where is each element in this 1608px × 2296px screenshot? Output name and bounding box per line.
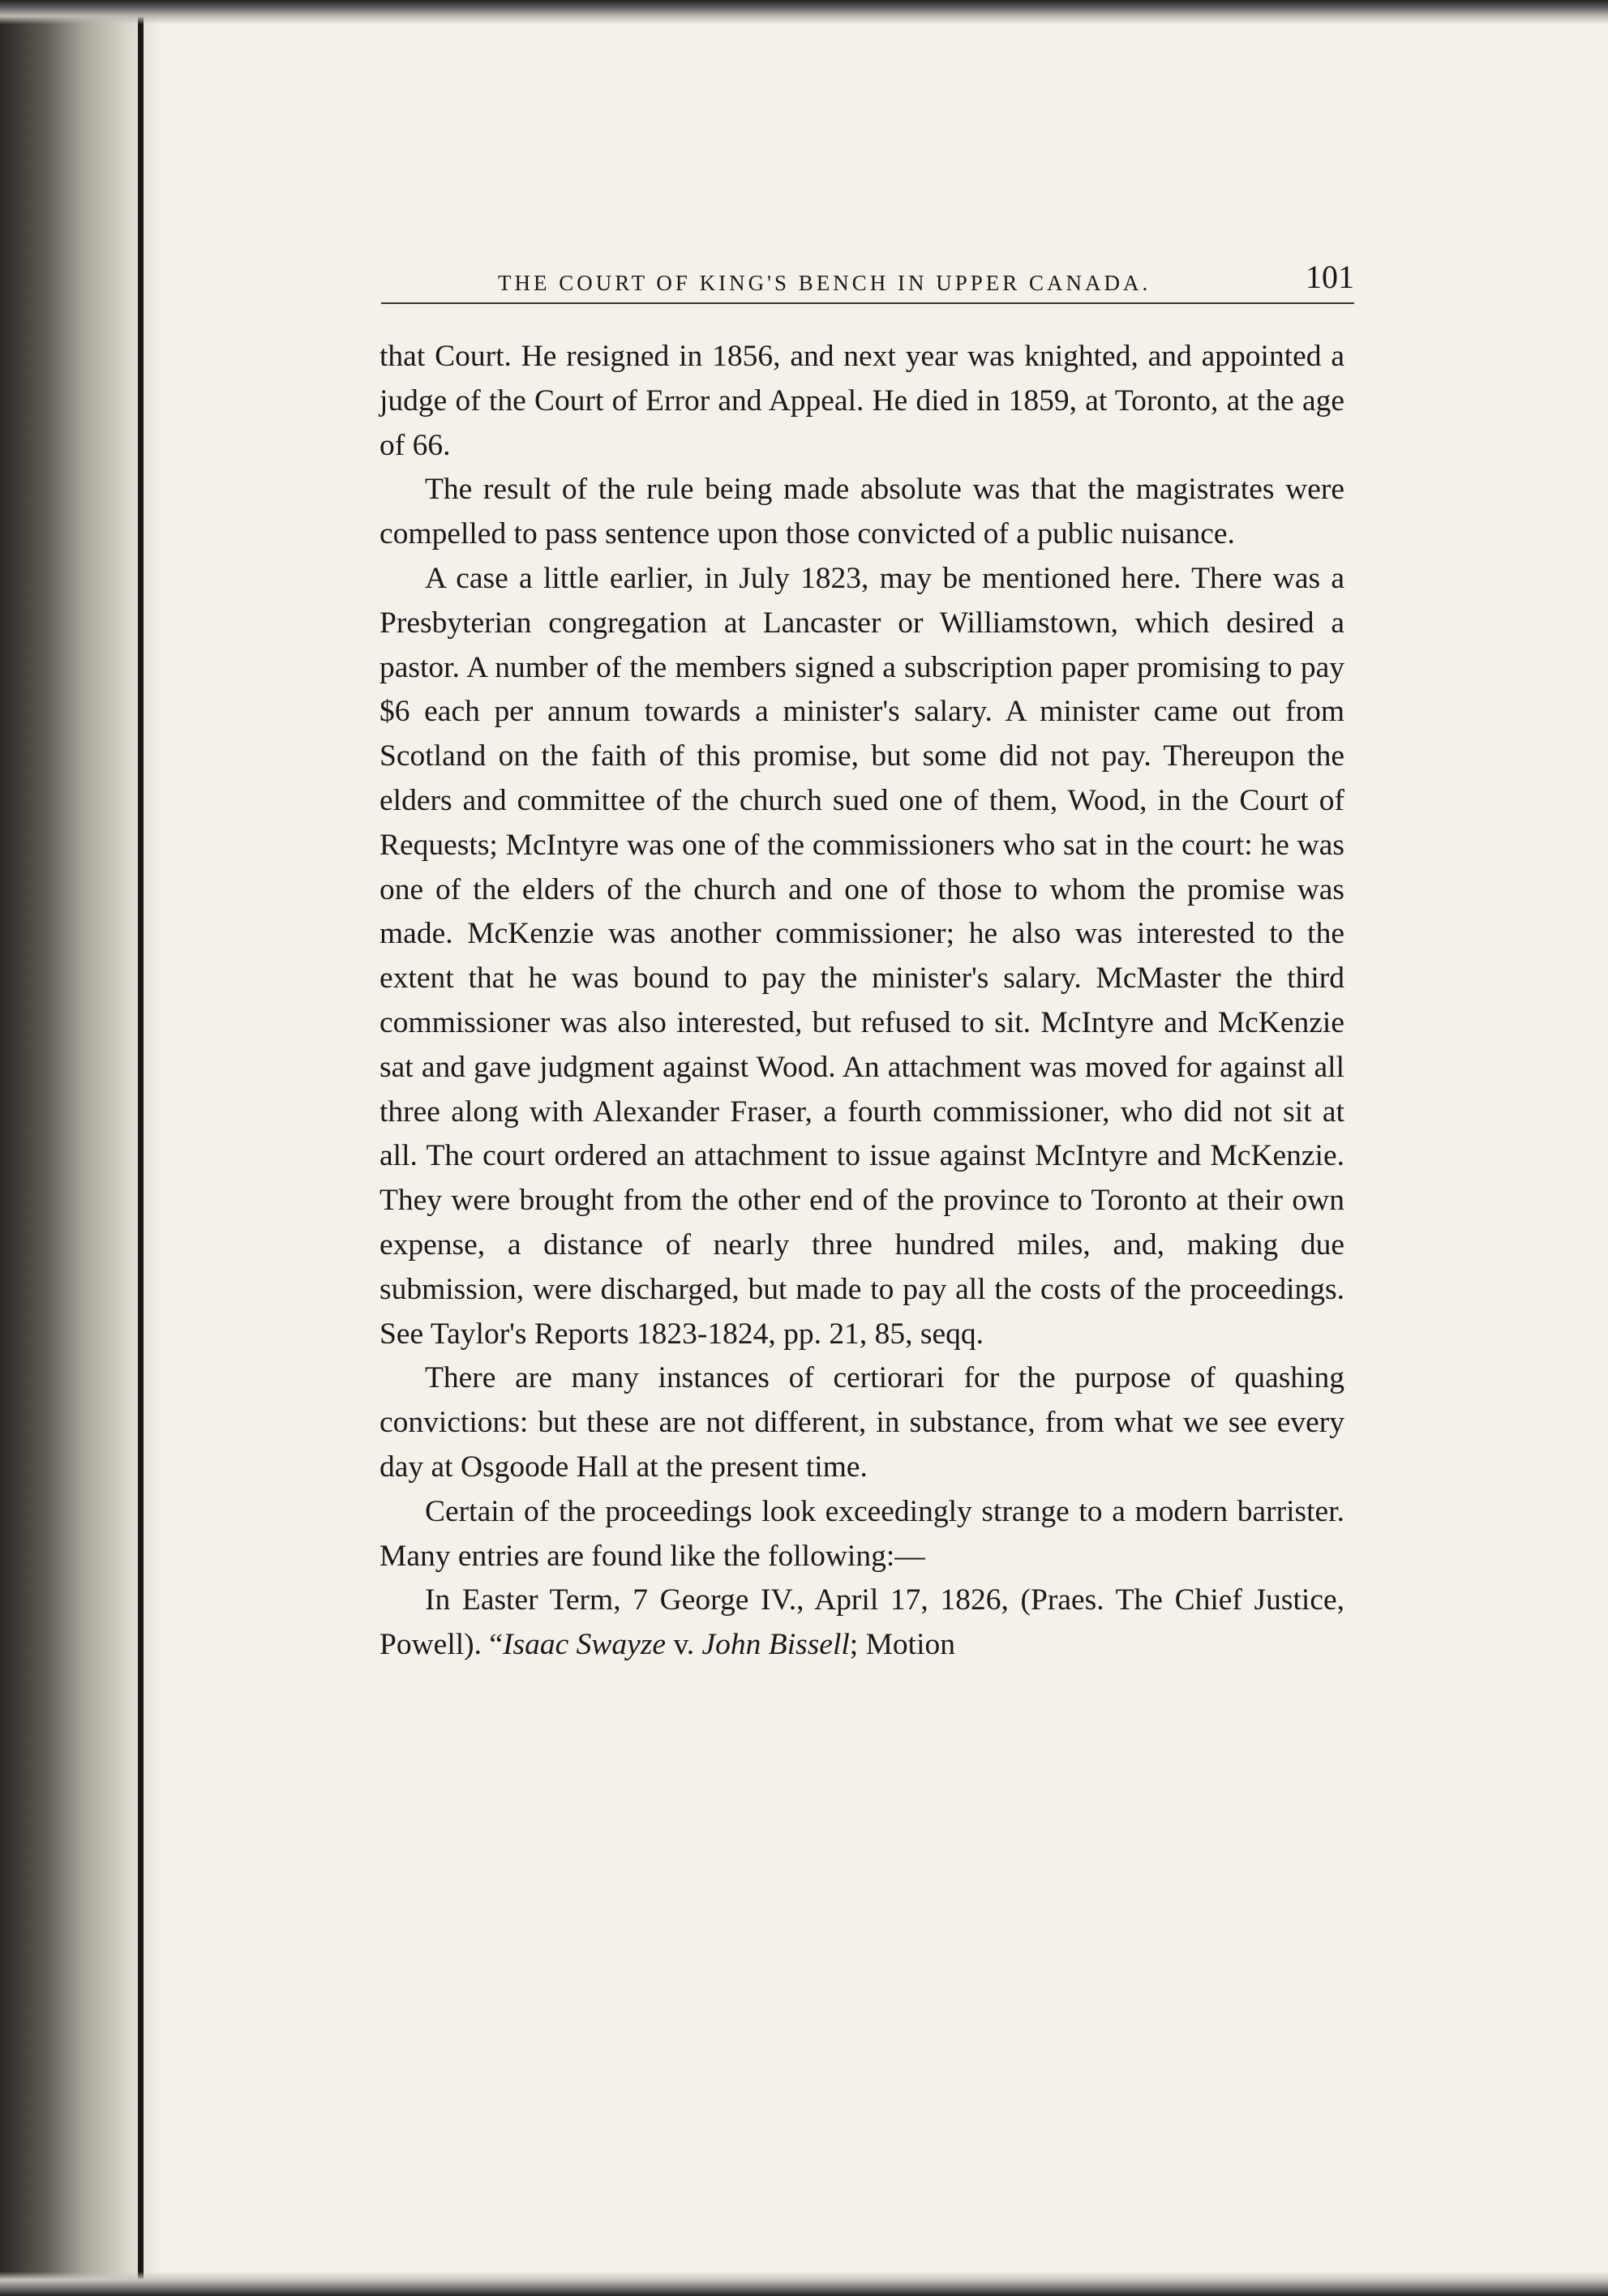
- binding-edge-line: [138, 0, 144, 2296]
- paragraph-rule-result: The result of the rule being made absolute was that the magistrates were compelled to pass sentence upon those convicted of a public nuisance.: [379, 473, 1344, 551]
- paragraph-july-1823-case: A case a little earlier, in July 1823, may be mentioned here. There was a Presbyterian congregation at Lancaster or Williamstown, which desired a pastor. A number of the members signed a subscription paper promising to pay $6 each per annum towards a minister's salary. A minister came out from Scotland on the faith of this promise, but some did not pay. Thereupon the elders and committee of the church sued one of them, Wood, in the Court of Requests; McIntyre was one of the commissioners who sat in the court: he was one of the elders of the church and one of those to whom the promise was made. McKenzie was another commissioner; he also was interested to the extent that he was bound to pay the minister's salary. McMaster the third commissioner was also interested, but refused to sit. McIntyre and McKenzie sat and gave judgment against Wood. An attachment was moved for against all three along with Alexander Fraser, a fourth commissioner, who did not sit at all. The court ordered an attachment to issue against McIntyre and McKenzie. They were brought from the other end of the province to Toronto at their own expense, a distance of nearly three hundred miles, and, making due submission, were discharged, but made to pay all the costs of the proceedings. See Taylor's Reports 1823-1824, pp. 21, 85, seqq.: [379, 561, 1344, 1351]
- easter-term-intro: In Easter Term, 7 George IV., April 17, 1826, (Praes. The Chief Justice, Powell). “: [379, 1583, 1344, 1662]
- easter-term-continuation: ; Motion: [849, 1628, 956, 1662]
- paragraph-continuation: that Court. He resigned in 1856, and next year was knighted, and appointed a judge of the Court of Error and Appeal. He died in 1859, at Toronto, at the age of 66.: [379, 340, 1344, 462]
- page-number: 101: [1306, 259, 1354, 295]
- body-text: [379, 335, 1344, 1668]
- case-party-plaintiff: Isaac Swayze: [503, 1628, 667, 1662]
- running-head: [381, 258, 1354, 303]
- running-head-title: THE COURT OF KING'S BENCH IN UPPER CANADA.: [498, 271, 1151, 295]
- scan-top-edge: [0, 0, 1608, 24]
- case-party-defendant: John Bissell: [701, 1628, 850, 1662]
- scan-bottom-edge: [0, 2272, 1608, 2296]
- paragraph-strange-proceedings: Certain of the proceedings look exceedingly strange to a modern barrister. Many entries are found like the following:—: [379, 1494, 1344, 1573]
- paragraph-easter-term: [379, 1578, 1344, 1668]
- case-versus: v.: [666, 1628, 702, 1662]
- paragraph-certiorari: There are many instances of certiorari for the purpose of quashing convictions: but these are not different, in substance, from what we see every day at Osgoode Hall at the present time.: [379, 1361, 1344, 1484]
- header-rule: [381, 302, 1354, 304]
